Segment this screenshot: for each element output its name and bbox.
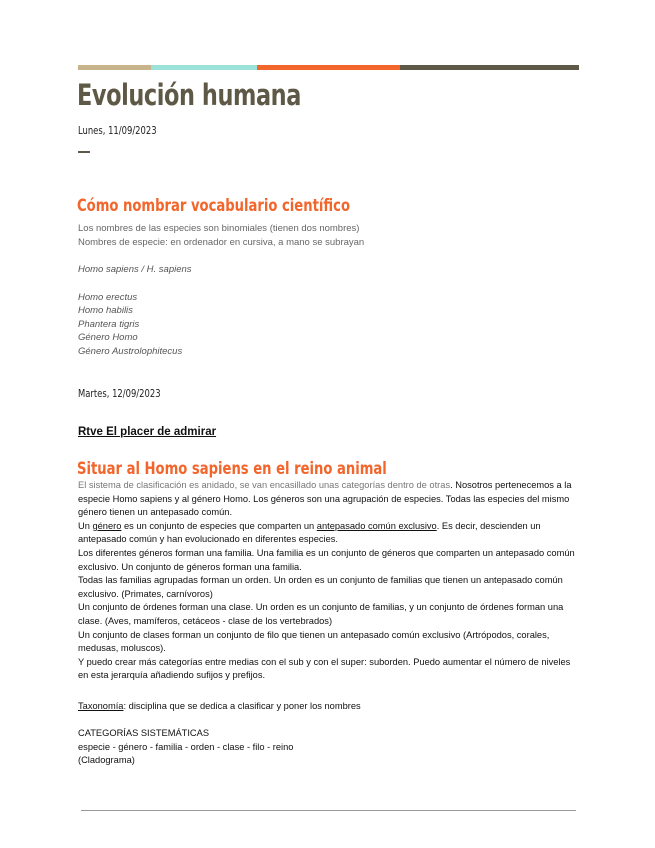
- title-dash-divider: [78, 151, 90, 153]
- section-heading-vocabulary: Cómo nombrar vocabulario científico: [77, 196, 350, 216]
- rtve-link[interactable]: Rtve El placer de admirar: [78, 426, 217, 438]
- example-homo-sapiens: Homo sapiens / H. sapiens: [78, 264, 192, 275]
- paragraph-phylum: Un conjunto de clases forman un conjunto de filo que tienen un antepasado común exclusivo (Artrópodos, corales, medusas, moluscos).: [78, 629, 550, 654]
- vocab-line-2: Nombres de especie: en ordenador en cursiva, a mano se subrayan: [78, 237, 365, 248]
- species-list-item: Homo habilis: [78, 305, 133, 316]
- paragraph-subcategories: Y puedo crear más categorías entre medias con el sub y con el super: suborden. Puedo aumentar el número de niveles en esta jerarquía añadiendo sufijos y prefijos.: [78, 656, 571, 681]
- date-monday: Lunes, 11/09/2023: [78, 124, 157, 137]
- paragraph-genus: Un género es un conjunto de especies que comparten un antepasado común exclusivo. Es decir, descienden un antepasado común y han evolucionado en diferentes especies.: [78, 520, 541, 545]
- categories-list: especie - género - familia - orden - clase - filo - reino: [78, 742, 294, 752]
- color-bar: [78, 65, 579, 70]
- light-intro-text: El sistema de clasificación es anidado, se van encasillado unas categorías dentro de otras: [78, 480, 451, 490]
- paragraph-class: Un conjunto de órdenes forman una clase. Un orden es un conjunto de familias, y un conjunto de órdenes forman una clase. (Aves, mamíferos, cetáceos - clase de los vertebrados): [78, 602, 564, 626]
- section-heading-homo-sapiens: Situar al Homo sapiens en el reino animal: [77, 459, 387, 479]
- color-bar-segment-olive: [400, 65, 579, 70]
- underlined-term-genero: género: [92, 520, 122, 531]
- vocab-line-1: Los nombres de las especies son binomiales (tienen dos nombres): [78, 223, 360, 234]
- taxonomy-term: Taxonomía: [78, 701, 124, 711]
- categories-heading: CATEGORÍAS SISTEMÁTICAS: [78, 728, 210, 738]
- species-list-item: Género Austrolophitecus: [78, 346, 183, 357]
- classification-body: [78, 479, 583, 683]
- date-tuesday: Martes, 12/09/2023: [78, 387, 161, 400]
- paragraph-nested-system: El sistema de clasificación es anidado, se van encasillado unas categorías dentro de otras. Nosotros pertenecemos a la especie Homo sapiens y al género Homo. Los géneros son una agrupación de especies. Todas las especies del mismo género tienen un antepasado común.: [78, 480, 572, 518]
- taxonomy-definition: Taxonomía: disciplina que se dedica a clasificar y poner los nombres: [78, 701, 361, 711]
- color-bar-segment-orange: [257, 65, 400, 70]
- color-bar-segment-tan: [78, 65, 151, 70]
- underlined-term-antepasado: antepasado común exclusivo: [316, 520, 437, 531]
- species-list-item: Phantera tigris: [78, 319, 140, 330]
- color-bar-segment-teal: [151, 65, 257, 70]
- cladogram-note: (Cladograma): [78, 755, 135, 765]
- paragraph-family: Los diferentes géneros forman una familia. Una familia es un conjunto de géneros que comparten un antepasado común exclusivo. Un conjunto de géneros forman una familia.: [78, 547, 575, 572]
- footer-divider: [81, 810, 576, 811]
- species-list-item: Homo erectus: [78, 292, 138, 303]
- document-title: Evolución humana: [77, 78, 301, 112]
- paragraph-order: Todas las familias agrupadas forman un orden. Un orden es un conjunto de familias que tienen un antepasado común exclusivo. (Primates, carnívoros): [78, 575, 563, 599]
- species-list-item: Género Homo: [78, 332, 138, 343]
